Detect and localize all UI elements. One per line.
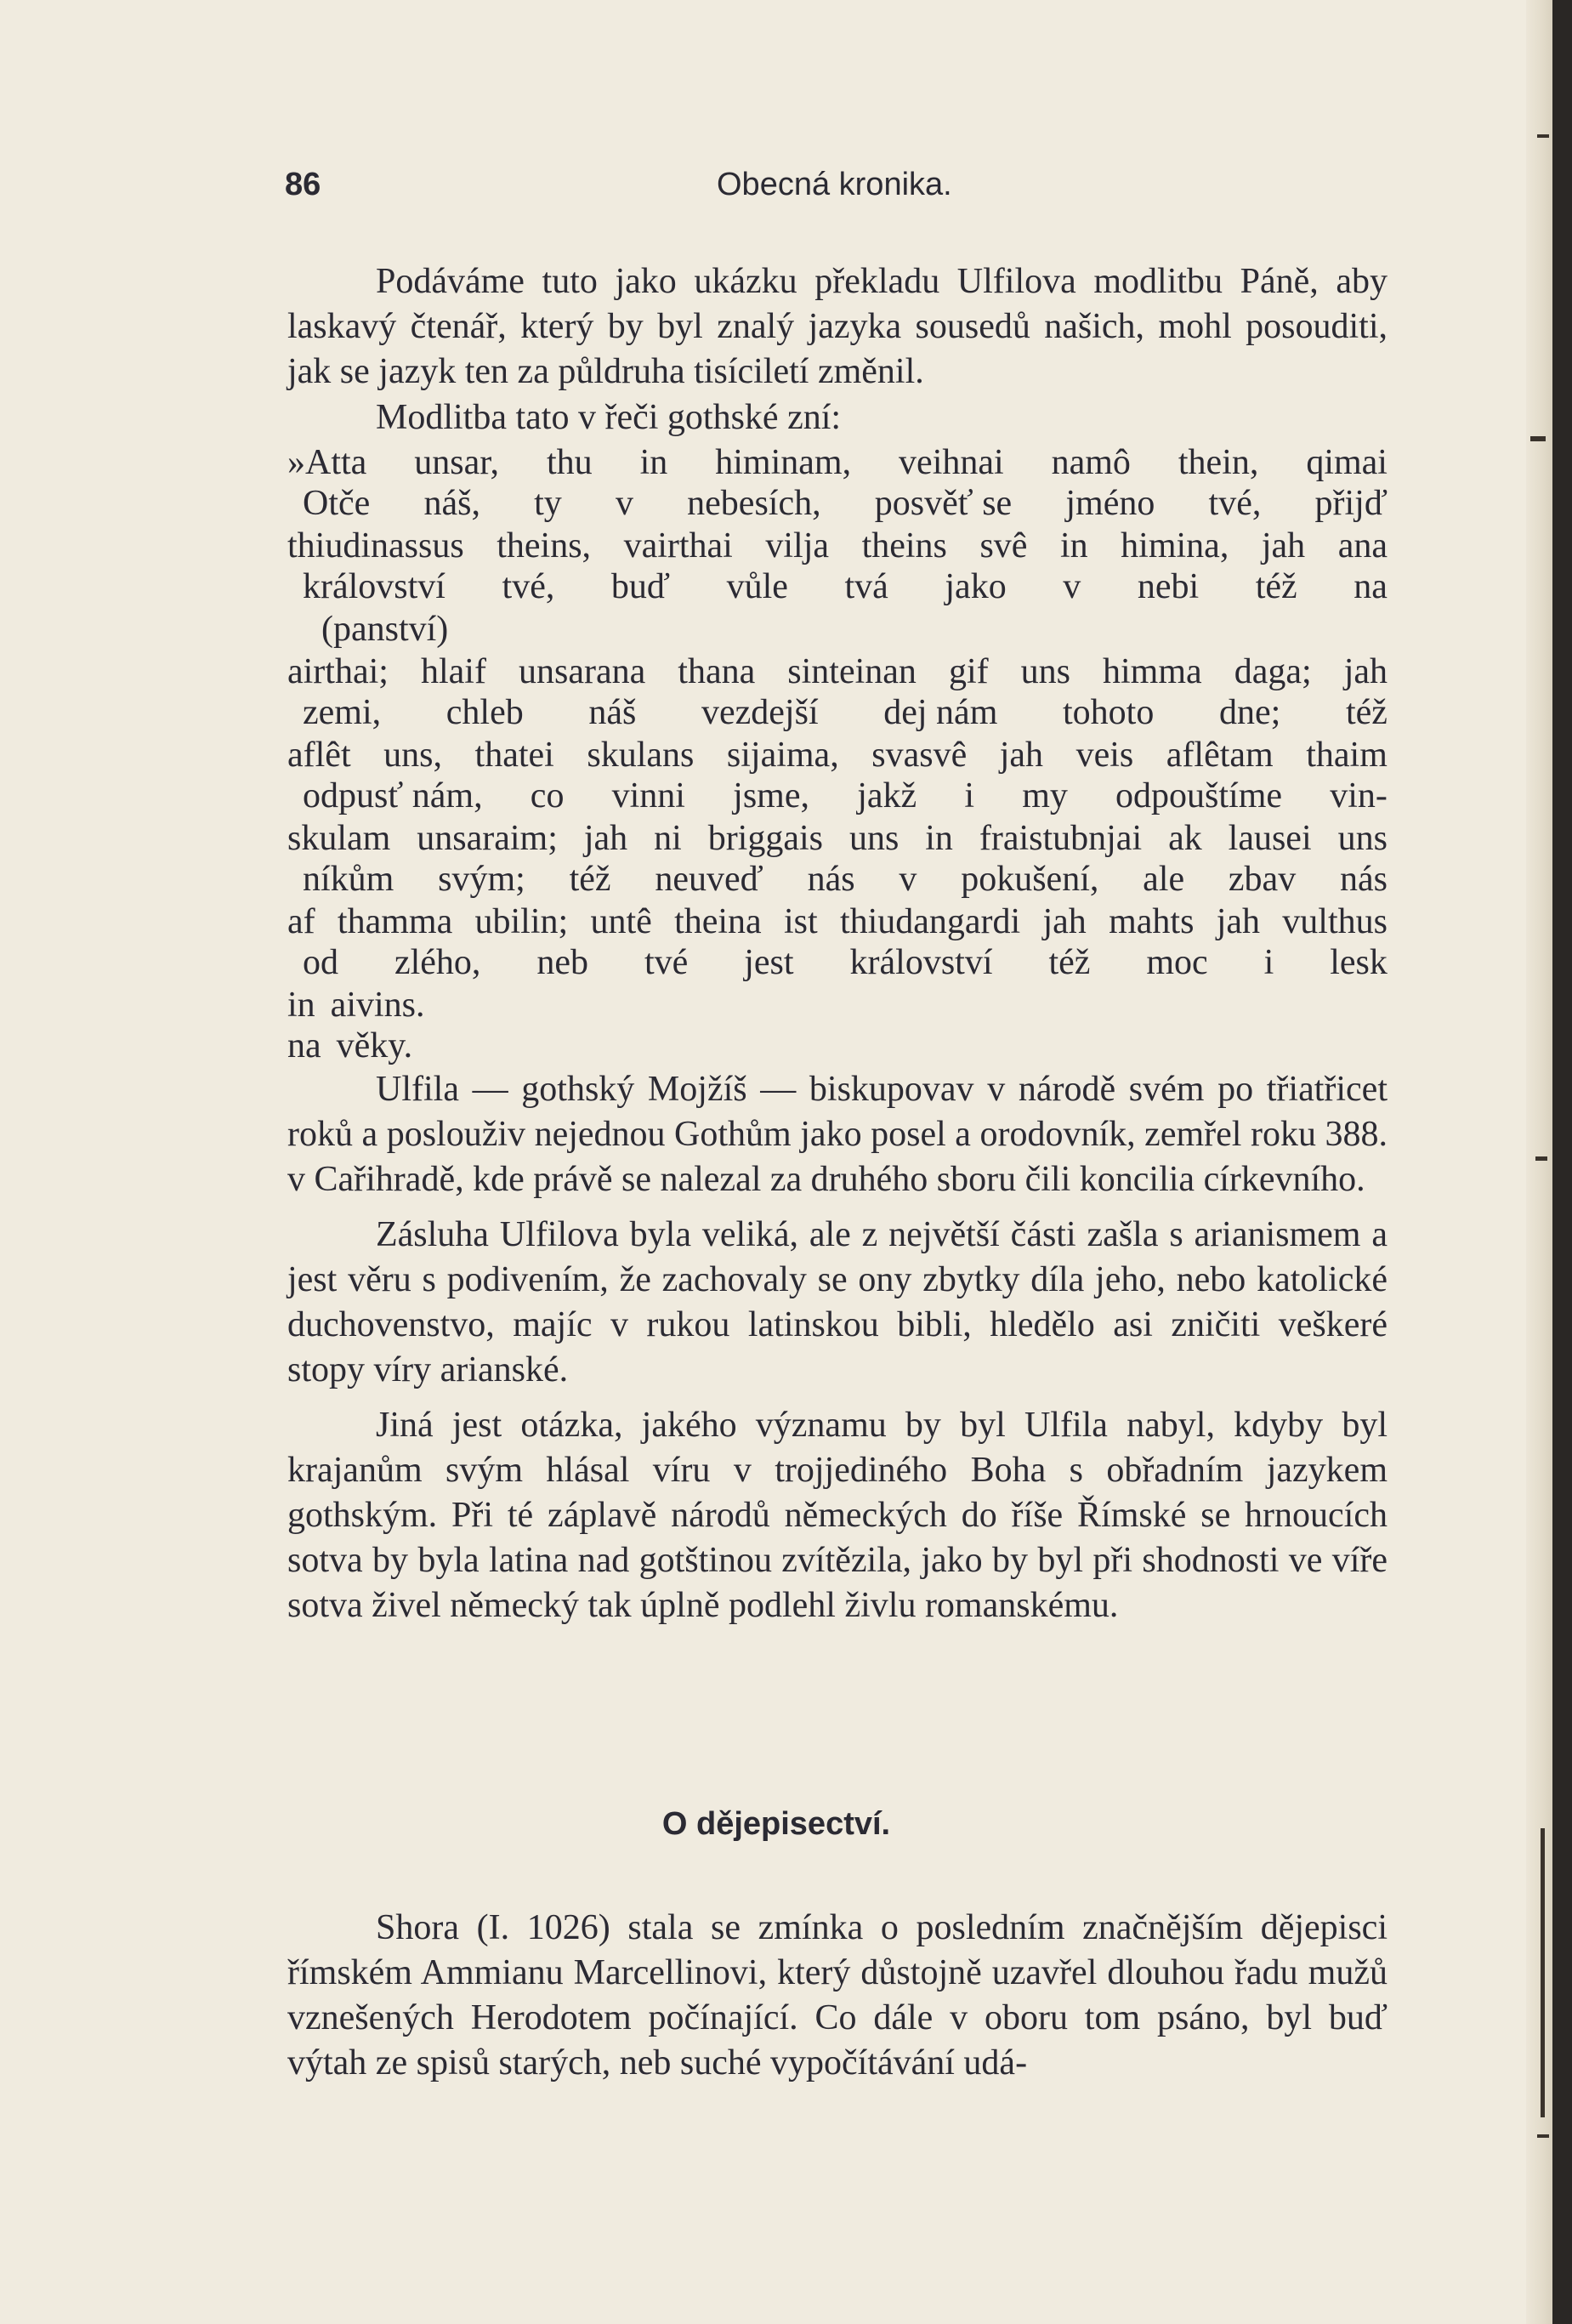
czech-word: tvé, — [502, 567, 555, 606]
gothic-word: airthai; — [287, 652, 389, 691]
gothic-line — [287, 440, 1388, 481]
gothic-line — [287, 524, 1388, 565]
gothic-word: veihnai — [899, 443, 1004, 482]
czech-word: v — [899, 860, 917, 899]
gothic-word: aflêt — [287, 736, 351, 775]
section-title: O dějepisectví. — [661, 1806, 891, 1842]
gothic-word: jah — [999, 736, 1044, 775]
gothic-word: in — [1059, 526, 1088, 565]
gothic-word: thatei — [474, 736, 554, 775]
czech-word: v — [1063, 567, 1081, 606]
gothic-word: af — [287, 902, 315, 941]
czech-word: zlého, — [394, 943, 481, 982]
gothic-word: thu — [547, 443, 593, 482]
interlinear-prayer — [287, 440, 1388, 1066]
czech-word: vezdejší — [701, 693, 819, 732]
czech-word: (panství) — [321, 610, 449, 649]
gothic-word: briggais — [707, 819, 823, 858]
gothic-word: ak — [1168, 819, 1202, 858]
gothic-word: jah — [1343, 652, 1388, 691]
gothic-word: svasvê — [871, 736, 968, 775]
czech-word: ty — [534, 484, 562, 523]
czech-line — [287, 774, 1388, 816]
gothic-word: hlaif — [420, 652, 486, 691]
gothic-word: ni — [654, 819, 682, 858]
czech-word: náš — [588, 693, 637, 732]
gothic-word: thamma — [337, 902, 453, 941]
gothic-line — [287, 650, 1388, 690]
gothic-word: fraistubnjai — [979, 819, 1143, 858]
page-edge — [1526, 0, 1552, 2324]
czech-word: nebesích, — [687, 484, 821, 523]
paragraph: Ulfila — gothský Mojžíš — biskupovav v národě svém po třiatřicet roků a poslouživ nejednou Gothům jako posel a orodovník, zemřel roku 388. v Cařihradě, kde právě se nalezal za druhého sboru čili koncilia církevního. — [287, 1070, 1388, 1199]
gothic-word: ubilin; — [474, 902, 569, 941]
gothic-word: unsar, — [414, 443, 500, 482]
czech-line — [287, 857, 1388, 900]
czech-word: věky. — [336, 1026, 413, 1065]
scan-border — [1552, 0, 1572, 2324]
czech-word: v — [615, 484, 633, 523]
gothic-word: vairthai — [623, 526, 733, 565]
gothic-word: ist — [783, 902, 818, 941]
gothic-word: unsaraim; — [417, 819, 558, 858]
gothic-line — [287, 900, 1388, 940]
margin-mark — [1541, 1828, 1545, 2117]
gothic-word: in — [639, 443, 668, 482]
czech-word: posvěť se — [874, 484, 1013, 523]
czech-word: zbav — [1228, 860, 1297, 899]
margin-mark — [1537, 134, 1549, 138]
czech-word: přijď — [1314, 484, 1388, 523]
gothic-word: thana — [678, 652, 756, 691]
section-paragraph: Shora (I. 1026) stala se zmínka o posledním značnějším dějepisci římském Ammianu Marcellinovi, který důstojně uzavřel dlouhou řadu mužů vznešených Herodotem počínající. Co dále v oboru tom psáno, byl buď výtah ze spisů starých, neb suché vypočítávání udá- — [287, 1908, 1388, 2083]
gothic-word: untê — [590, 902, 652, 941]
gothic-word: thiudangardi — [839, 902, 1021, 941]
czech-word: jsme, — [733, 776, 809, 815]
margin-mark — [1530, 436, 1546, 441]
gothic-word: namô — [1051, 443, 1131, 482]
gothic-word: lausei — [1228, 819, 1312, 858]
czech-word: též — [569, 860, 611, 899]
czech-word: vin- — [1330, 776, 1388, 815]
czech-word: ale — [1143, 860, 1185, 899]
gothic-word: jah — [1042, 902, 1087, 941]
gothic-word: ana — [1337, 526, 1388, 565]
gothic-word: in — [925, 819, 953, 858]
czech-word: moc — [1146, 943, 1208, 982]
gothic-word: vulthus — [1282, 902, 1388, 941]
section-paragraph-block — [287, 1906, 1388, 2086]
gothic-word: thein, — [1178, 443, 1259, 482]
gothic-word: sijaima, — [726, 736, 839, 775]
body-paragraphs — [287, 1067, 1388, 1628]
gothic-word: sinteinan — [787, 652, 917, 691]
page-number: 86 — [285, 167, 321, 202]
gothic-word: theins — [861, 526, 947, 565]
czech-word: dej nám — [883, 693, 998, 732]
gothic-word: jah — [1261, 526, 1306, 565]
gothic-word: himma — [1103, 652, 1202, 691]
gothic-word: svê — [979, 526, 1028, 565]
paragraph: Zásluha Ulfilova byla veliká, ale z největší části zašla s arianismem a jest věru s podivením, že zachovaly se ony zbytky díla jeho, nebo katolické duchovenstvo, majíc v rukou latinskou bibli, hledělo asi zničiti veškeré stopy víry arianské. — [287, 1215, 1388, 1389]
gothic-word: jah — [1216, 902, 1261, 941]
gothic-word: veis — [1075, 736, 1134, 775]
czech-word: též — [1345, 693, 1388, 732]
gothic-word: »Atta — [287, 443, 367, 482]
margin-mark — [1535, 1156, 1547, 1161]
czech-line — [287, 607, 1388, 650]
czech-word: nás — [807, 860, 855, 899]
gothic-word: qimai — [1306, 443, 1388, 482]
czech-word: tohoto — [1063, 693, 1155, 732]
prayer-intro: Modlitba tato v řeči gothské zní: — [376, 398, 842, 437]
gothic-word: aivins. — [330, 986, 425, 1025]
czech-word: níkům — [303, 860, 394, 899]
gothic-word: mahts — [1109, 902, 1195, 941]
gothic-line — [287, 816, 1388, 857]
gothic-word: theins, — [497, 526, 592, 565]
czech-word: dne; — [1219, 693, 1281, 732]
gothic-word: skulam — [287, 819, 391, 858]
gothic-word: thaim — [1306, 736, 1388, 775]
czech-line — [287, 690, 1388, 733]
czech-word: nás — [1340, 860, 1388, 899]
gothic-word: himina, — [1121, 526, 1229, 565]
czech-word: tvá — [844, 567, 888, 606]
czech-word: neb — [536, 943, 589, 982]
czech-word: jako — [945, 567, 1007, 606]
czech-word: i — [964, 776, 974, 815]
gothic-word: daga; — [1234, 652, 1312, 691]
gothic-line — [287, 983, 1388, 1024]
gothic-word: unsarana — [518, 652, 646, 691]
czech-word: na — [287, 1026, 321, 1065]
czech-word: i — [1263, 943, 1274, 982]
czech-line — [287, 1024, 1388, 1066]
czech-word: náš, — [423, 484, 480, 523]
gothic-word: aflêtam — [1166, 736, 1274, 775]
czech-word: od — [303, 943, 338, 982]
gothic-word: thiudinassus — [287, 526, 464, 565]
czech-word: vůle — [726, 567, 788, 606]
czech-word: tvé, — [1208, 484, 1262, 523]
gothic-word: theina — [674, 902, 762, 941]
gothic-word: vilja — [765, 526, 830, 565]
czech-word: též — [1048, 943, 1091, 982]
margin-mark — [1537, 2134, 1549, 2138]
czech-word: na — [1354, 567, 1388, 606]
gothic-word: uns, — [383, 736, 442, 775]
czech-word: pokušení, — [961, 860, 1099, 899]
czech-word: lesk — [1330, 943, 1388, 982]
czech-word: království — [303, 567, 445, 606]
czech-word: odpusť nám, — [303, 776, 483, 815]
gothic-word: jah — [583, 819, 628, 858]
czech-word: Otče — [303, 484, 371, 523]
czech-line — [287, 940, 1388, 983]
czech-word: nebi — [1137, 567, 1200, 606]
czech-word: zemi, — [303, 693, 382, 732]
gothic-word: uns — [1020, 652, 1070, 691]
gothic-word: uns — [1337, 819, 1388, 858]
gothic-word: himinam, — [715, 443, 852, 482]
czech-word: jakž — [857, 776, 917, 815]
intro-paragraph — [287, 259, 1388, 395]
czech-word: království — [849, 943, 993, 982]
czech-word: my — [1022, 776, 1068, 815]
gothic-word: skulans — [587, 736, 695, 775]
czech-word: neuveď — [655, 860, 763, 899]
gothic-line — [287, 733, 1388, 774]
czech-word: jest — [744, 943, 794, 982]
czech-word: co — [530, 776, 565, 815]
czech-word: buď — [610, 567, 671, 606]
intro-text: Podáváme tuto jako ukázku překladu Ulfilova modlitbu Páně, aby laskavý čtenář, který by byl znalý jazyka sousedů našich, mohl posouditi, jak se jazyk ten za půldruha tisíciletí změnil. — [287, 262, 1388, 391]
gothic-word: gif — [948, 652, 989, 691]
gothic-word: uns — [848, 819, 900, 858]
czech-word: též — [1255, 567, 1297, 606]
czech-word: svým; — [438, 860, 525, 899]
gothic-word: in — [287, 986, 315, 1025]
czech-word: tvé — [644, 943, 689, 982]
czech-line — [287, 481, 1388, 524]
paragraph: Jiná jest otázka, jakého významu by byl Ulfila nabyl, kdyby byl krajanům svým hlásal víru v trojjediného Boha s obřadním jazykem gothským. Při té záplavě národů německých do říše Římské se hrnoucích sotva by byla latina nad gotštinou zvítězila, jako by byl při shodnosti ve víře sotva živel německý tak úplně podlehl živlu romanskému. — [287, 1406, 1388, 1625]
czech-line — [287, 565, 1388, 607]
czech-word: chleb — [445, 693, 524, 732]
running-title: Obecná kronika. — [717, 167, 952, 202]
czech-word: odpouštíme — [1115, 776, 1283, 815]
czech-word: vinni — [611, 776, 685, 815]
czech-word: jméno — [1065, 484, 1155, 523]
